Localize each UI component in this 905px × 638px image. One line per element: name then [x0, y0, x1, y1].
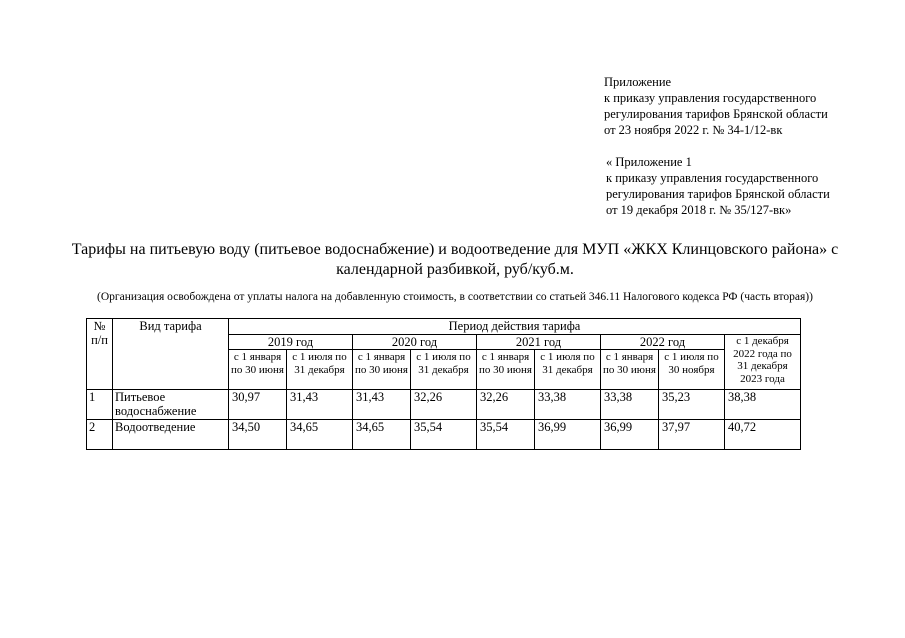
- appendix-line: к приказу управления государственного: [604, 91, 817, 105]
- last-period-header: с 1 декабря 2022 года по 31 декабря 2023 года: [725, 335, 801, 390]
- appendix-line: от 19 декабря 2018 г. № 35/127-вк»: [606, 203, 792, 217]
- tariff-value: 34,65: [353, 420, 411, 450]
- year-header: 2021 год: [477, 335, 601, 350]
- tariff-value: 37,97: [659, 420, 725, 450]
- appendix-line: от 23 ноября 2022 г. № 34-1/12-вк: [604, 123, 783, 137]
- sub-period-header: с 1 января по 30 июня: [601, 350, 659, 390]
- tariff-value: 36,99: [535, 420, 601, 450]
- appendix-line: регулирования тарифов Брянской области: [604, 107, 828, 121]
- tariff-value: 32,26: [411, 390, 477, 420]
- tariff-type: Питьевое водоснабжение: [113, 390, 229, 420]
- sub-period-header: с 1 января по 30 июня: [477, 350, 535, 390]
- tariff-type: Водоотведение: [113, 420, 229, 450]
- tariff-table: [86, 318, 801, 450]
- appendix-current-order: [604, 74, 828, 138]
- sub-period-header: с 1 января по 30 июня: [353, 350, 411, 390]
- tariff-value: 31,43: [287, 390, 353, 420]
- tariff-value: 35,54: [411, 420, 477, 450]
- table-row: [87, 420, 801, 450]
- tariff-value: 40,72: [725, 420, 801, 450]
- col-number-header: № п/п: [87, 319, 113, 390]
- sub-period-header: с 1 июля по 30 ноября: [659, 350, 725, 390]
- tariff-value: 35,54: [477, 420, 535, 450]
- year-header: 2022 год: [601, 335, 725, 350]
- appendix-line: к приказу управления государственного: [606, 171, 819, 185]
- tariff-value: 34,65: [287, 420, 353, 450]
- tariff-value: 38,38: [725, 390, 801, 420]
- sub-period-header: с 1 июля по 31 декабря: [287, 350, 353, 390]
- tariff-value: 35,23: [659, 390, 725, 420]
- tariff-value: 33,38: [601, 390, 659, 420]
- tariff-value: 30,97: [229, 390, 287, 420]
- period-header: Период действия тарифа: [229, 319, 801, 335]
- sub-period-header: с 1 июля по 31 декабря: [535, 350, 601, 390]
- sub-period-header: с 1 января по 30 июня: [229, 350, 287, 390]
- appendix-line: « Приложение 1: [606, 155, 692, 169]
- tariff-value: 36,99: [601, 420, 659, 450]
- year-header: 2020 год: [353, 335, 477, 350]
- appendix-original-order: [606, 154, 830, 218]
- tariff-value: 31,43: [353, 390, 411, 420]
- appendix-line: регулирования тарифов Брянской области: [606, 187, 830, 201]
- col-type-header: Вид тарифа: [113, 319, 229, 390]
- tariff-value: 33,38: [535, 390, 601, 420]
- sub-period-header: с 1 июля по 31 декабря: [411, 350, 477, 390]
- tax-note: (Организация освобождена от уплаты налога на добавленную стоимость, в соответствии со статьей 346.11 Налогового кодекса РФ (часть вторая)): [97, 291, 813, 303]
- tariff-value: 34,50: [229, 420, 287, 450]
- row-number: 2: [87, 420, 113, 450]
- tariff-value: 32,26: [477, 390, 535, 420]
- document-title: Тарифы на питьевую воду (питьевое водоснабжение) и водоотведение для МУП «ЖКХ Клинцовского района» с календарной разбивкой, руб/куб.м.: [71, 241, 839, 278]
- row-number: 1: [87, 390, 113, 420]
- year-header: 2019 год: [229, 335, 353, 350]
- appendix-line: Приложение: [604, 75, 672, 89]
- table-row: [87, 390, 801, 420]
